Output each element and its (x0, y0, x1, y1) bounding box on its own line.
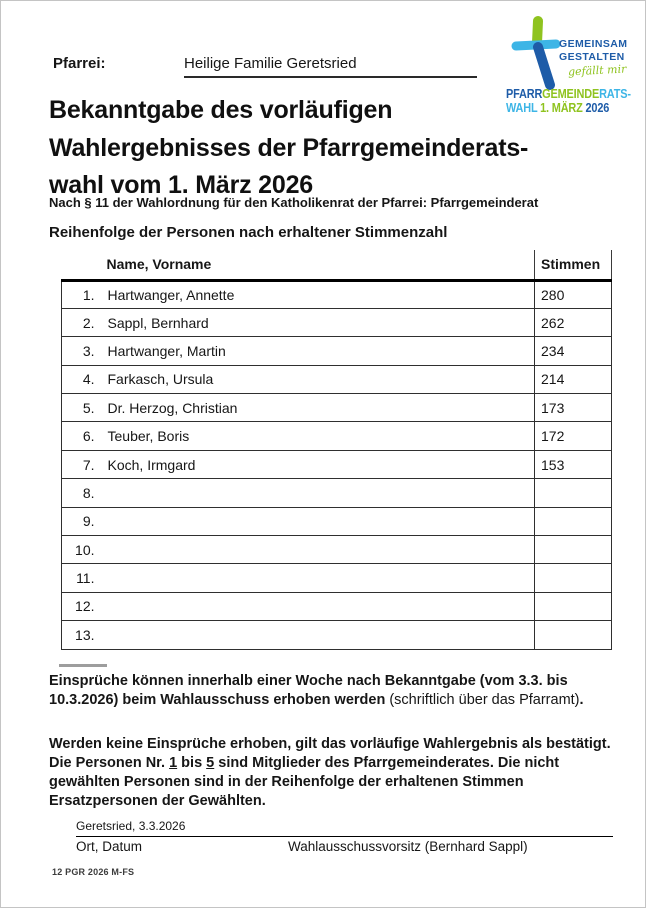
underlined-number-1: 1 (169, 755, 178, 771)
wordmark-pfarr: PFARR (506, 86, 543, 101)
table-row (62, 592, 612, 620)
signature-block (76, 819, 613, 855)
underlined-number-5: 5 (206, 755, 215, 771)
row-number: 12. (62, 592, 107, 620)
row-votes: 262 (535, 308, 612, 336)
results-table (61, 250, 612, 650)
row-name: Hartwanger, Martin (107, 337, 535, 365)
table-row (62, 422, 612, 450)
place-date-field[interactable]: Geretsried, 3.3.2026 (76, 819, 613, 837)
title-line3: wahl vom 1. März 2026 (49, 171, 313, 199)
logo-claim-line1: GEMEINSAM (559, 38, 628, 50)
row-votes: 234 (535, 337, 612, 365)
place-date-label: Ort, Datum (76, 839, 143, 854)
pfarrei-value-field[interactable]: Heilige Familie Geretsried (184, 55, 477, 78)
title-line2: Wahlergebnisses der Pfarrgemeinderats- (49, 133, 529, 162)
row-votes (535, 592, 612, 620)
row-name (107, 536, 535, 564)
logo-claim (559, 38, 627, 63)
wordmark-year: 2026 (585, 99, 610, 115)
table-row (62, 308, 612, 336)
column-header-name: Name, Vorname (62, 250, 535, 280)
scan-artifact (59, 664, 107, 667)
table-row (62, 337, 612, 365)
table-row (62, 621, 612, 649)
row-number: 5. (62, 394, 107, 422)
table-row (62, 365, 612, 393)
row-number: 1. (62, 280, 107, 308)
table-row (62, 450, 612, 478)
table-row (62, 507, 612, 535)
wordmark-maerz: 1. MÄRZ (540, 99, 586, 115)
row-votes (535, 621, 612, 649)
row-name (107, 592, 535, 620)
title-line1: Bekanntgabe des vorläufigen (49, 96, 393, 124)
confirmation-text-a: Werden keine Einsprüche erhoben, gilt das vorläufige Wahlergebnis als bestätigt. Die Personen Nr. (49, 736, 611, 771)
row-name (107, 507, 535, 535)
confirmation-text-c: sind Mitglieder des Pfarrgemeinderates. Die nicht gewählten Personen sind in der Reihenfolge der erhaltenen Stimmen Ersatzpersonen der Gewählten. (49, 755, 560, 809)
table-row (62, 479, 612, 507)
table-row (62, 280, 612, 308)
row-votes: 153 (535, 450, 612, 478)
row-number: 7. (62, 450, 107, 478)
table-row (62, 564, 612, 592)
row-votes: 172 (535, 422, 612, 450)
row-name (107, 621, 535, 649)
form-code-footer: 12 PGR 2026 M-FS (52, 867, 135, 877)
row-votes: 214 (535, 365, 612, 393)
row-name: Sappl, Bernhard (107, 308, 535, 336)
wordmark-rats: RATS- (599, 86, 631, 101)
row-number: 6. (62, 422, 107, 450)
objection-period: . (579, 692, 584, 708)
signature-labels (76, 837, 613, 855)
chair-signature-label: Wahlausschussvorsitz (Bernhard Sappl) (288, 839, 528, 854)
row-votes: 173 (535, 394, 612, 422)
row-name: Hartwanger, Annette (107, 280, 535, 308)
row-number: 9. (62, 507, 107, 535)
logo-script-text: gefällt mir (567, 62, 627, 79)
logo-claim-line2: GESTALTEN (559, 50, 625, 63)
table-row (62, 394, 612, 422)
pfarrei-label: Pfarrei: (53, 55, 106, 72)
row-name: Koch, Irmgard (107, 450, 535, 478)
row-number: 4. (62, 365, 107, 393)
wordmark-gemeinde: GEMEINDE (542, 86, 600, 101)
row-number: 11. (62, 564, 107, 592)
row-votes (535, 507, 612, 535)
legal-subtitle: Nach § 11 der Wahlordnung für den Katholikenrat der Pfarrei: Pfarrgemeinderat (49, 195, 539, 210)
table-header-row (62, 250, 612, 280)
row-name (107, 479, 535, 507)
objection-paragraph (49, 672, 609, 710)
column-header-votes: Stimmen (535, 250, 612, 280)
objection-bold-text: Einsprüche können innerhalb einer Woche nach Bekanntgabe (vom 3.3. bis 10.3.2026) beim Wahlausschuss erhoben werden (49, 673, 568, 708)
row-number: 3. (62, 337, 107, 365)
row-number: 13. (62, 621, 107, 649)
row-name: Teuber, Boris (107, 422, 535, 450)
confirmation-text-b: bis (177, 755, 207, 771)
confirmation-paragraph (49, 735, 611, 811)
row-name (107, 564, 535, 592)
row-name: Farkasch, Ursula (107, 365, 535, 393)
page-title (49, 92, 528, 205)
row-votes (535, 479, 612, 507)
row-number: 8. (62, 479, 107, 507)
row-votes (535, 536, 612, 564)
row-number: 10. (62, 536, 107, 564)
wordmark-wahl: WAHL (506, 99, 541, 115)
row-number: 2. (62, 308, 107, 336)
objection-normal-text: (schriftlich über das Pfarramt) (389, 692, 580, 708)
table-row (62, 536, 612, 564)
section-heading: Reihenfolge der Personen nach erhaltener Stimmenzahl (49, 224, 448, 241)
row-votes (535, 564, 612, 592)
row-votes: 280 (535, 280, 612, 308)
brush-cross-icon (508, 15, 562, 91)
row-name: Dr. Herzog, Christian (107, 394, 535, 422)
